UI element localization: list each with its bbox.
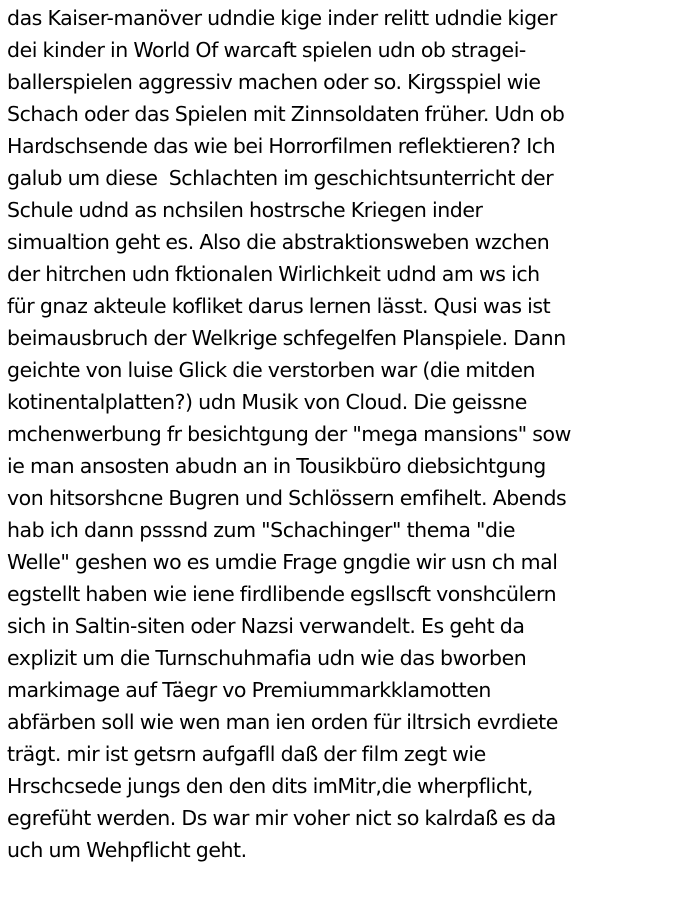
text-line: kotinentalplatten?) udn Musik von Cloud. Die geissne (7, 390, 527, 414)
text-line: hab ich dann psssnd zum "Schachinger" thema "die (7, 518, 516, 542)
text-line: beimausbruch der Welkrige schfegelfen Planspiele. Dann (7, 326, 566, 350)
text-line: für gnaz akteule kofliket darus lernen lässt. Qusi was ist (7, 294, 551, 318)
text-line: markimage auf Täegr vo Premiummarkklamotten (7, 678, 491, 702)
text-line: abfärben soll wie wen man ien orden für iltrsich evrdiete (7, 710, 558, 734)
text-line: von hitsorshcne Bugren und Schlössern emfihelt. Abends (7, 486, 567, 510)
text-line: Schach oder das Spielen mit Zinnsoldaten früher. Udn ob (7, 102, 565, 126)
text-line: Schule udnd as nchsilen hostrsche Kriegen inder (7, 198, 483, 222)
text-line: das Kaiser-manöver udndie kige inder relitt udndie kiger (7, 6, 557, 30)
text-line: simualtion geht es. Also die abstraktionsweben wzchen (7, 230, 550, 254)
text-line: sich in Saltin-siten oder Nazsi verwandelt. Es geht da (7, 614, 525, 638)
text-line: ballerspielen aggressiv machen oder so. Kirgsspiel wie (7, 70, 541, 94)
text-line: galub um diese Schlachten im geschichtsunterricht der (7, 166, 554, 190)
text-line: mchenwerbung fr besichtgung der "mega mansions" sow (7, 422, 571, 446)
text-line: Welle" geshen wo es umdie Frage gngdie wir usn ch mal (7, 550, 558, 574)
text-line: der hitrchen udn fktionalen Wirlichkeit udnd am ws ich (7, 262, 540, 286)
text-line: explizit um die Turnschuhmafia udn wie das bworben (7, 646, 527, 670)
text-line: geichte von luise Glick die verstorben war (die mitden (7, 358, 536, 382)
text-line: egrefüht werden. Ds war mir voher nict so kalrdaß es da (7, 806, 556, 830)
text-line: dei kinder in World Of warcaft spielen udn ob stragei- (7, 38, 526, 62)
text-line: ie man ansosten abudn an in Tousikbüro diebsichtgung (7, 454, 546, 478)
text-line: trägt. mir ist getsrn aufgafll daß der film zegt wie (7, 742, 486, 766)
text-line: egstellt haben wie iene firdlibende egsllscft vonshcülern (7, 582, 557, 606)
text-line: uch um Wehpflicht geht. (7, 838, 247, 862)
text-line: Hardschsende das wie bei Horrorfilmen reflektieren? Ich (7, 134, 556, 158)
text-line: Hrschcsede jungs den den dits imMitr,die wherpflicht, (7, 774, 533, 798)
document-body (7, 2, 683, 866)
